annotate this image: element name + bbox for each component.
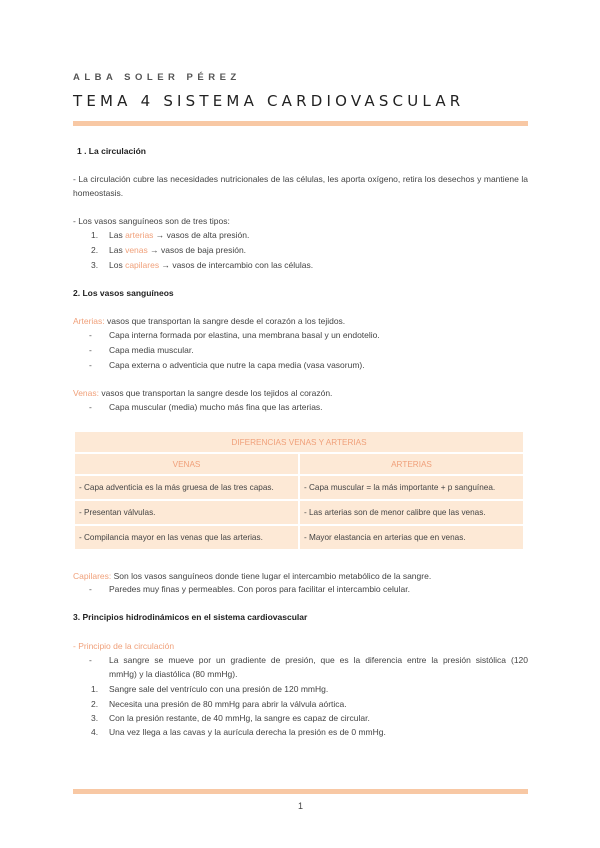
section-2-heading: 2. Los vasos sanguíneos	[73, 288, 174, 298]
table-title: DIFERENCIAS VENAS Y ARTERIAS	[75, 432, 523, 452]
page-number: 1	[297, 801, 303, 811]
header-divider	[73, 121, 528, 126]
arterias-line: Arterias: vasos que transportan la sangre desde el corazón a los tejidos.	[73, 316, 346, 326]
differences-table	[73, 430, 525, 551]
page-title: TEMA 4 SISTEMA CARDIOVASCULAR	[73, 92, 465, 110]
table-row: - Compilancia mayor en las venas que las arterias. - Mayor elastancia en arterias que en venas.	[75, 526, 523, 549]
table-col-arterias: ARTERIAS	[300, 454, 523, 474]
s1-paragraph-2: - Los vasos sanguíneos son de tres tipos:	[73, 216, 230, 226]
table-row: - Presentan válvulas. - Las arterias son de menor calibre que las venas.	[75, 501, 523, 524]
s3-subheading: - Principio de la circulación	[73, 641, 175, 651]
capilares-line: Capilares: Son los vasos sanguíneos donde tiene lugar el intercambio metabólico de la sangre.	[73, 571, 432, 581]
table-col-venas: VENAS	[75, 454, 298, 474]
s1-paragraph-1: - La circulación cubre las necesidades nutricionales de las células, les aporta oxígeno, retira los desechos y mantiene la homeostasis.	[73, 174, 528, 198]
section-1-heading: 1 . La circulación	[77, 146, 146, 156]
section-3-heading: 3. Principios hidrodinámicos en el sistema cardiovascular	[73, 612, 308, 622]
venas-line: Venas: vasos que transportan la sangre desde los tejidos al corazón.	[73, 388, 333, 398]
author-name: ALBA SOLER PÉREZ	[73, 72, 241, 83]
footer-divider	[73, 789, 528, 794]
table-row: - Capa adventicia es la más gruesa de las tres capas. - Capa muscular = la más importante + p sanguínea.	[75, 476, 523, 499]
